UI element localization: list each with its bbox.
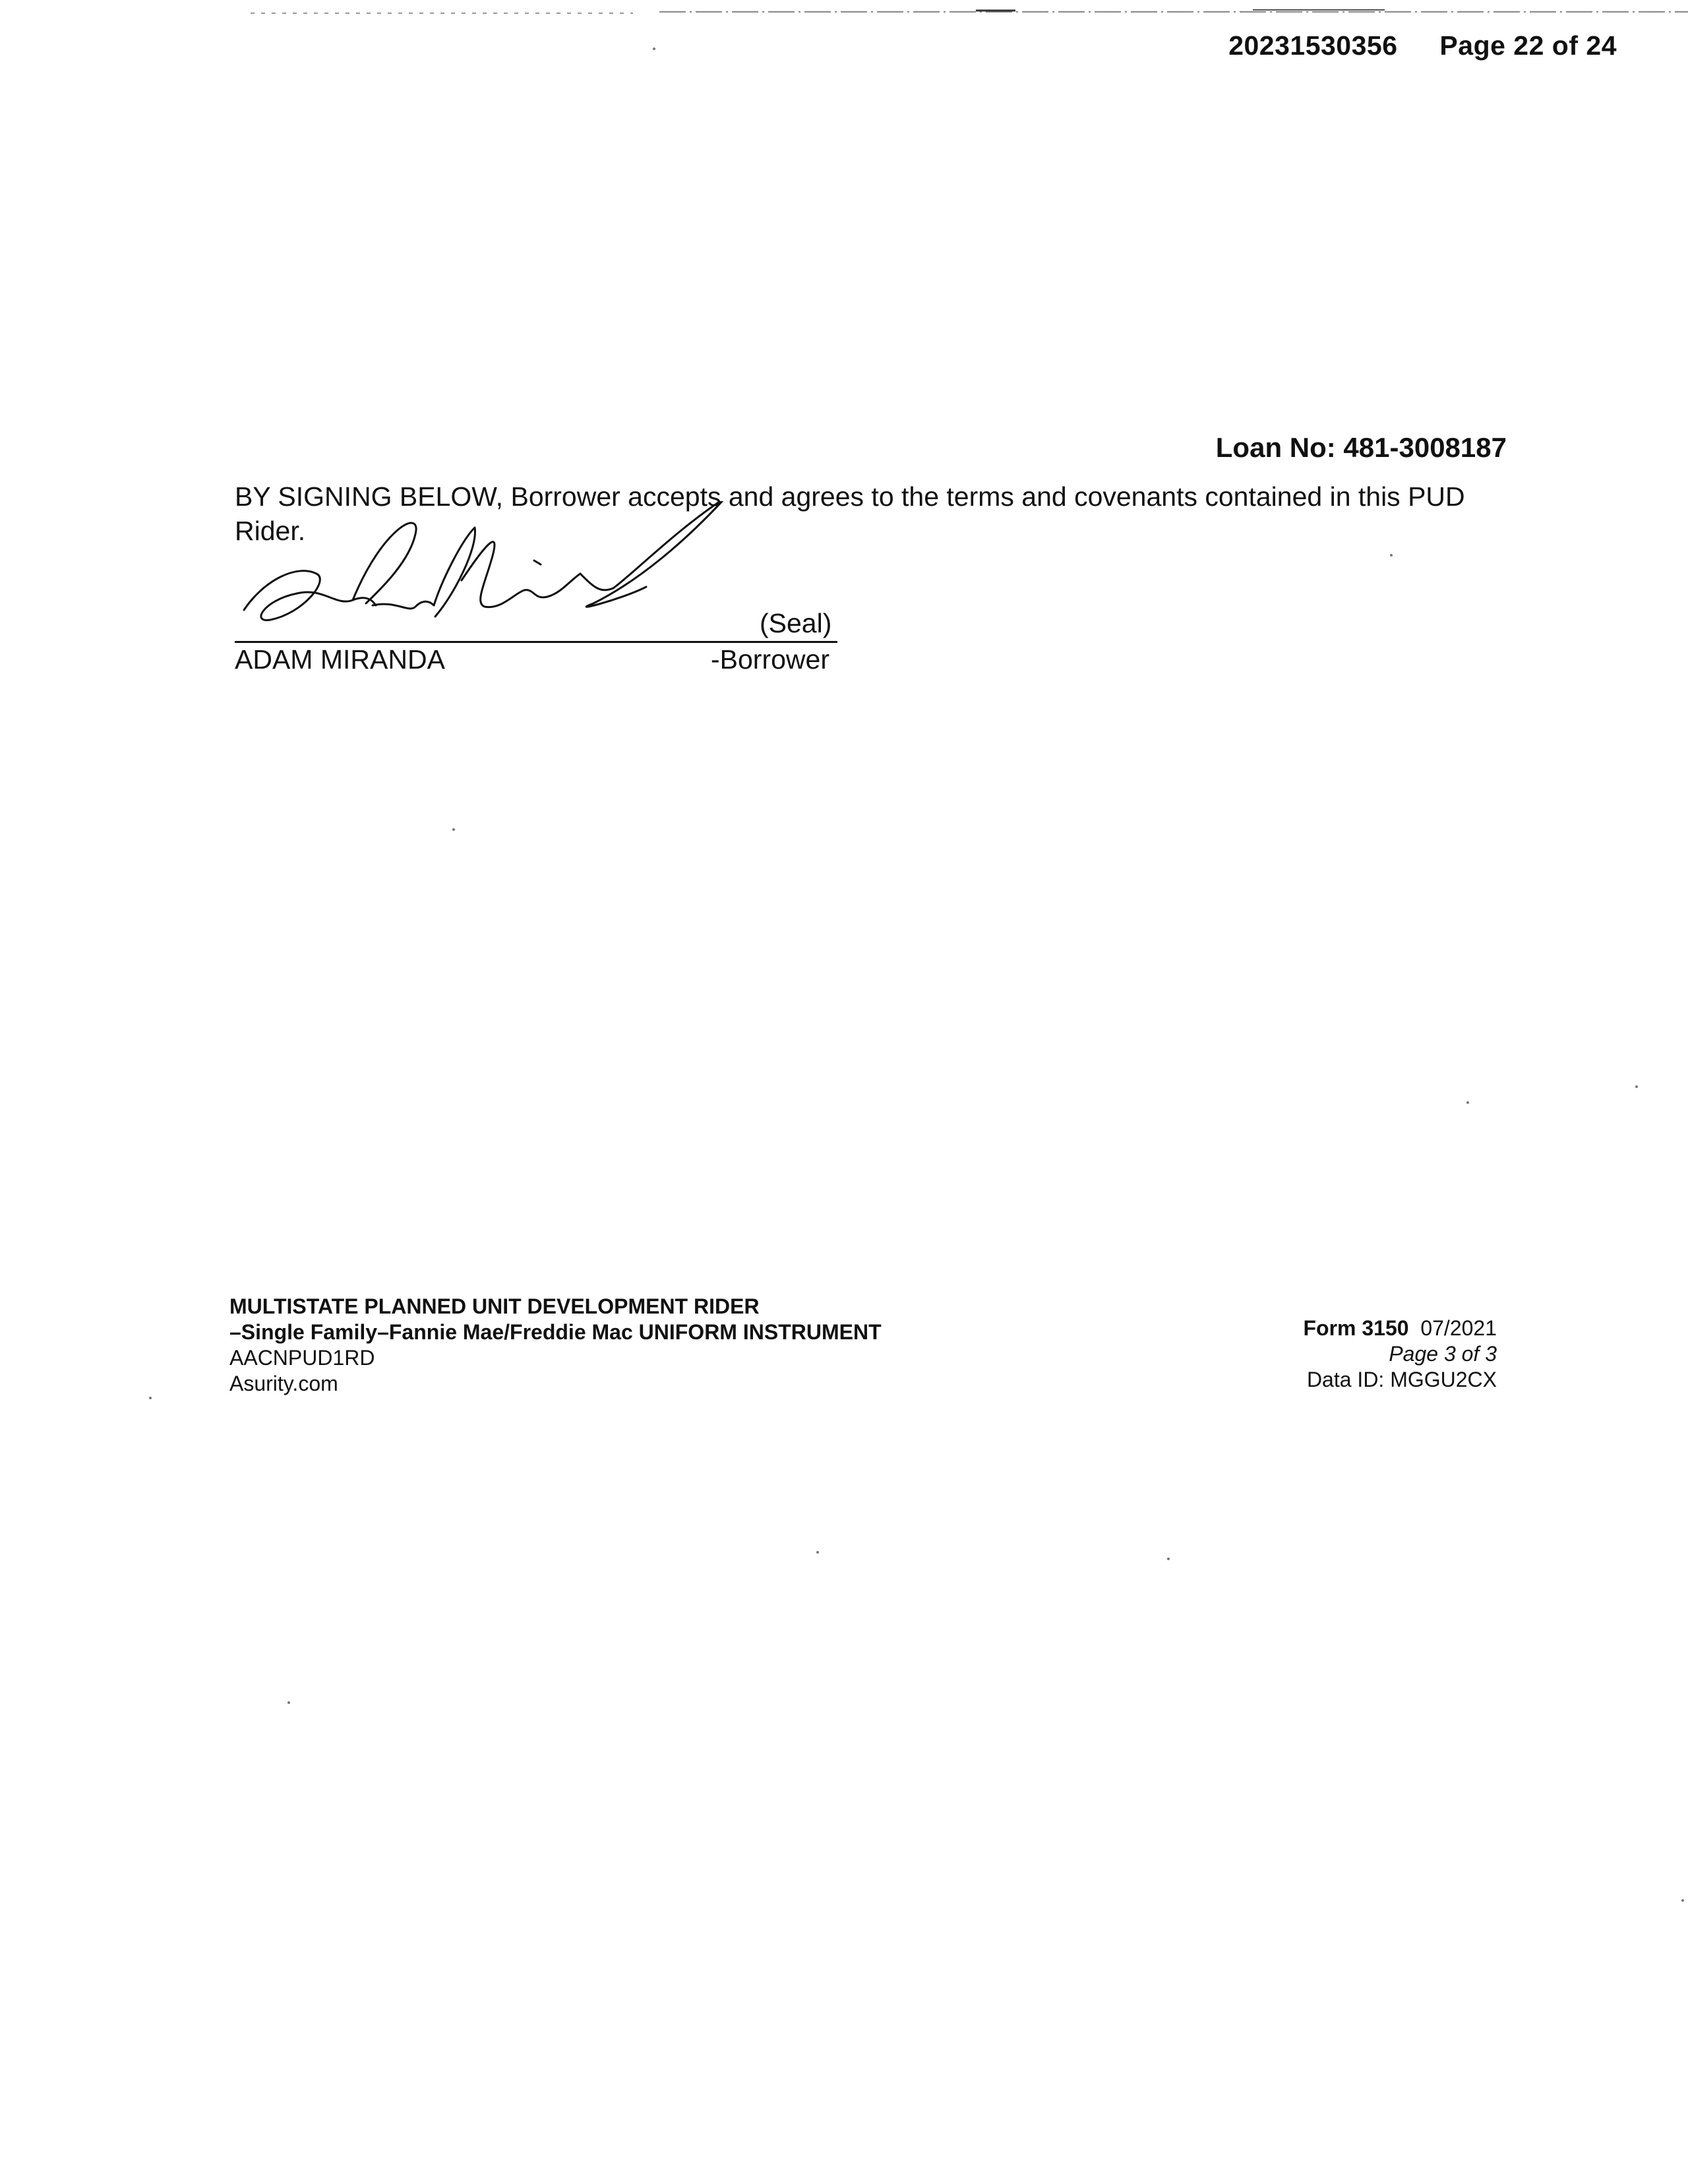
form-number: Form 3150 bbox=[1303, 1316, 1409, 1340]
scan-speck bbox=[653, 47, 655, 50]
signature-line bbox=[235, 641, 837, 643]
scan-speck bbox=[149, 1397, 152, 1399]
data-id: Data ID: MGGU2CX bbox=[1306, 1368, 1497, 1391]
borrower-name: ADAM MIRANDA bbox=[235, 644, 445, 675]
form-code: AACNPUD1RD bbox=[229, 1346, 375, 1370]
form-subtitle: –Single Family–Fannie Mae/Freddie Mac UNIFORM INSTRUMENT bbox=[229, 1320, 882, 1344]
scan-speck bbox=[287, 1701, 290, 1704]
borrower-role: -Borrower bbox=[711, 644, 829, 675]
scan-speck bbox=[1390, 554, 1393, 557]
scan-speck bbox=[816, 1551, 819, 1554]
scan-speck bbox=[1167, 1558, 1170, 1560]
scan-speck bbox=[1466, 1101, 1469, 1104]
loan-number: Loan No: 481-3008187 bbox=[1215, 432, 1507, 463]
form-website: Asurity.com bbox=[229, 1372, 338, 1395]
form-page-count: Page 3 of 3 bbox=[1389, 1342, 1497, 1366]
signing-statement: BY SIGNING BELOW, Borrower accepts and agrees to the terms and covenants contained in this PUD Rider. bbox=[235, 481, 1465, 546]
form-date: 07/2021 bbox=[1420, 1316, 1497, 1340]
form-footer-right bbox=[1303, 1316, 1497, 1393]
signature-image bbox=[224, 501, 738, 653]
page-label: Page 22 of 24 bbox=[1439, 30, 1617, 61]
recording-number: 20231530356 bbox=[1228, 30, 1398, 61]
seal-label: (Seal) bbox=[760, 608, 832, 638]
form-footer-left bbox=[229, 1294, 882, 1397]
recording-header bbox=[1228, 30, 1617, 61]
scan-speck bbox=[1635, 1085, 1638, 1088]
scan-speck bbox=[452, 828, 455, 831]
form-number-line bbox=[1303, 1316, 1497, 1341]
scan-speck bbox=[1681, 1899, 1684, 1902]
scan-artifact-top bbox=[0, 0, 1688, 26]
form-title: MULTISTATE PLANNED UNIT DEVELOPMENT RIDER bbox=[229, 1294, 760, 1318]
